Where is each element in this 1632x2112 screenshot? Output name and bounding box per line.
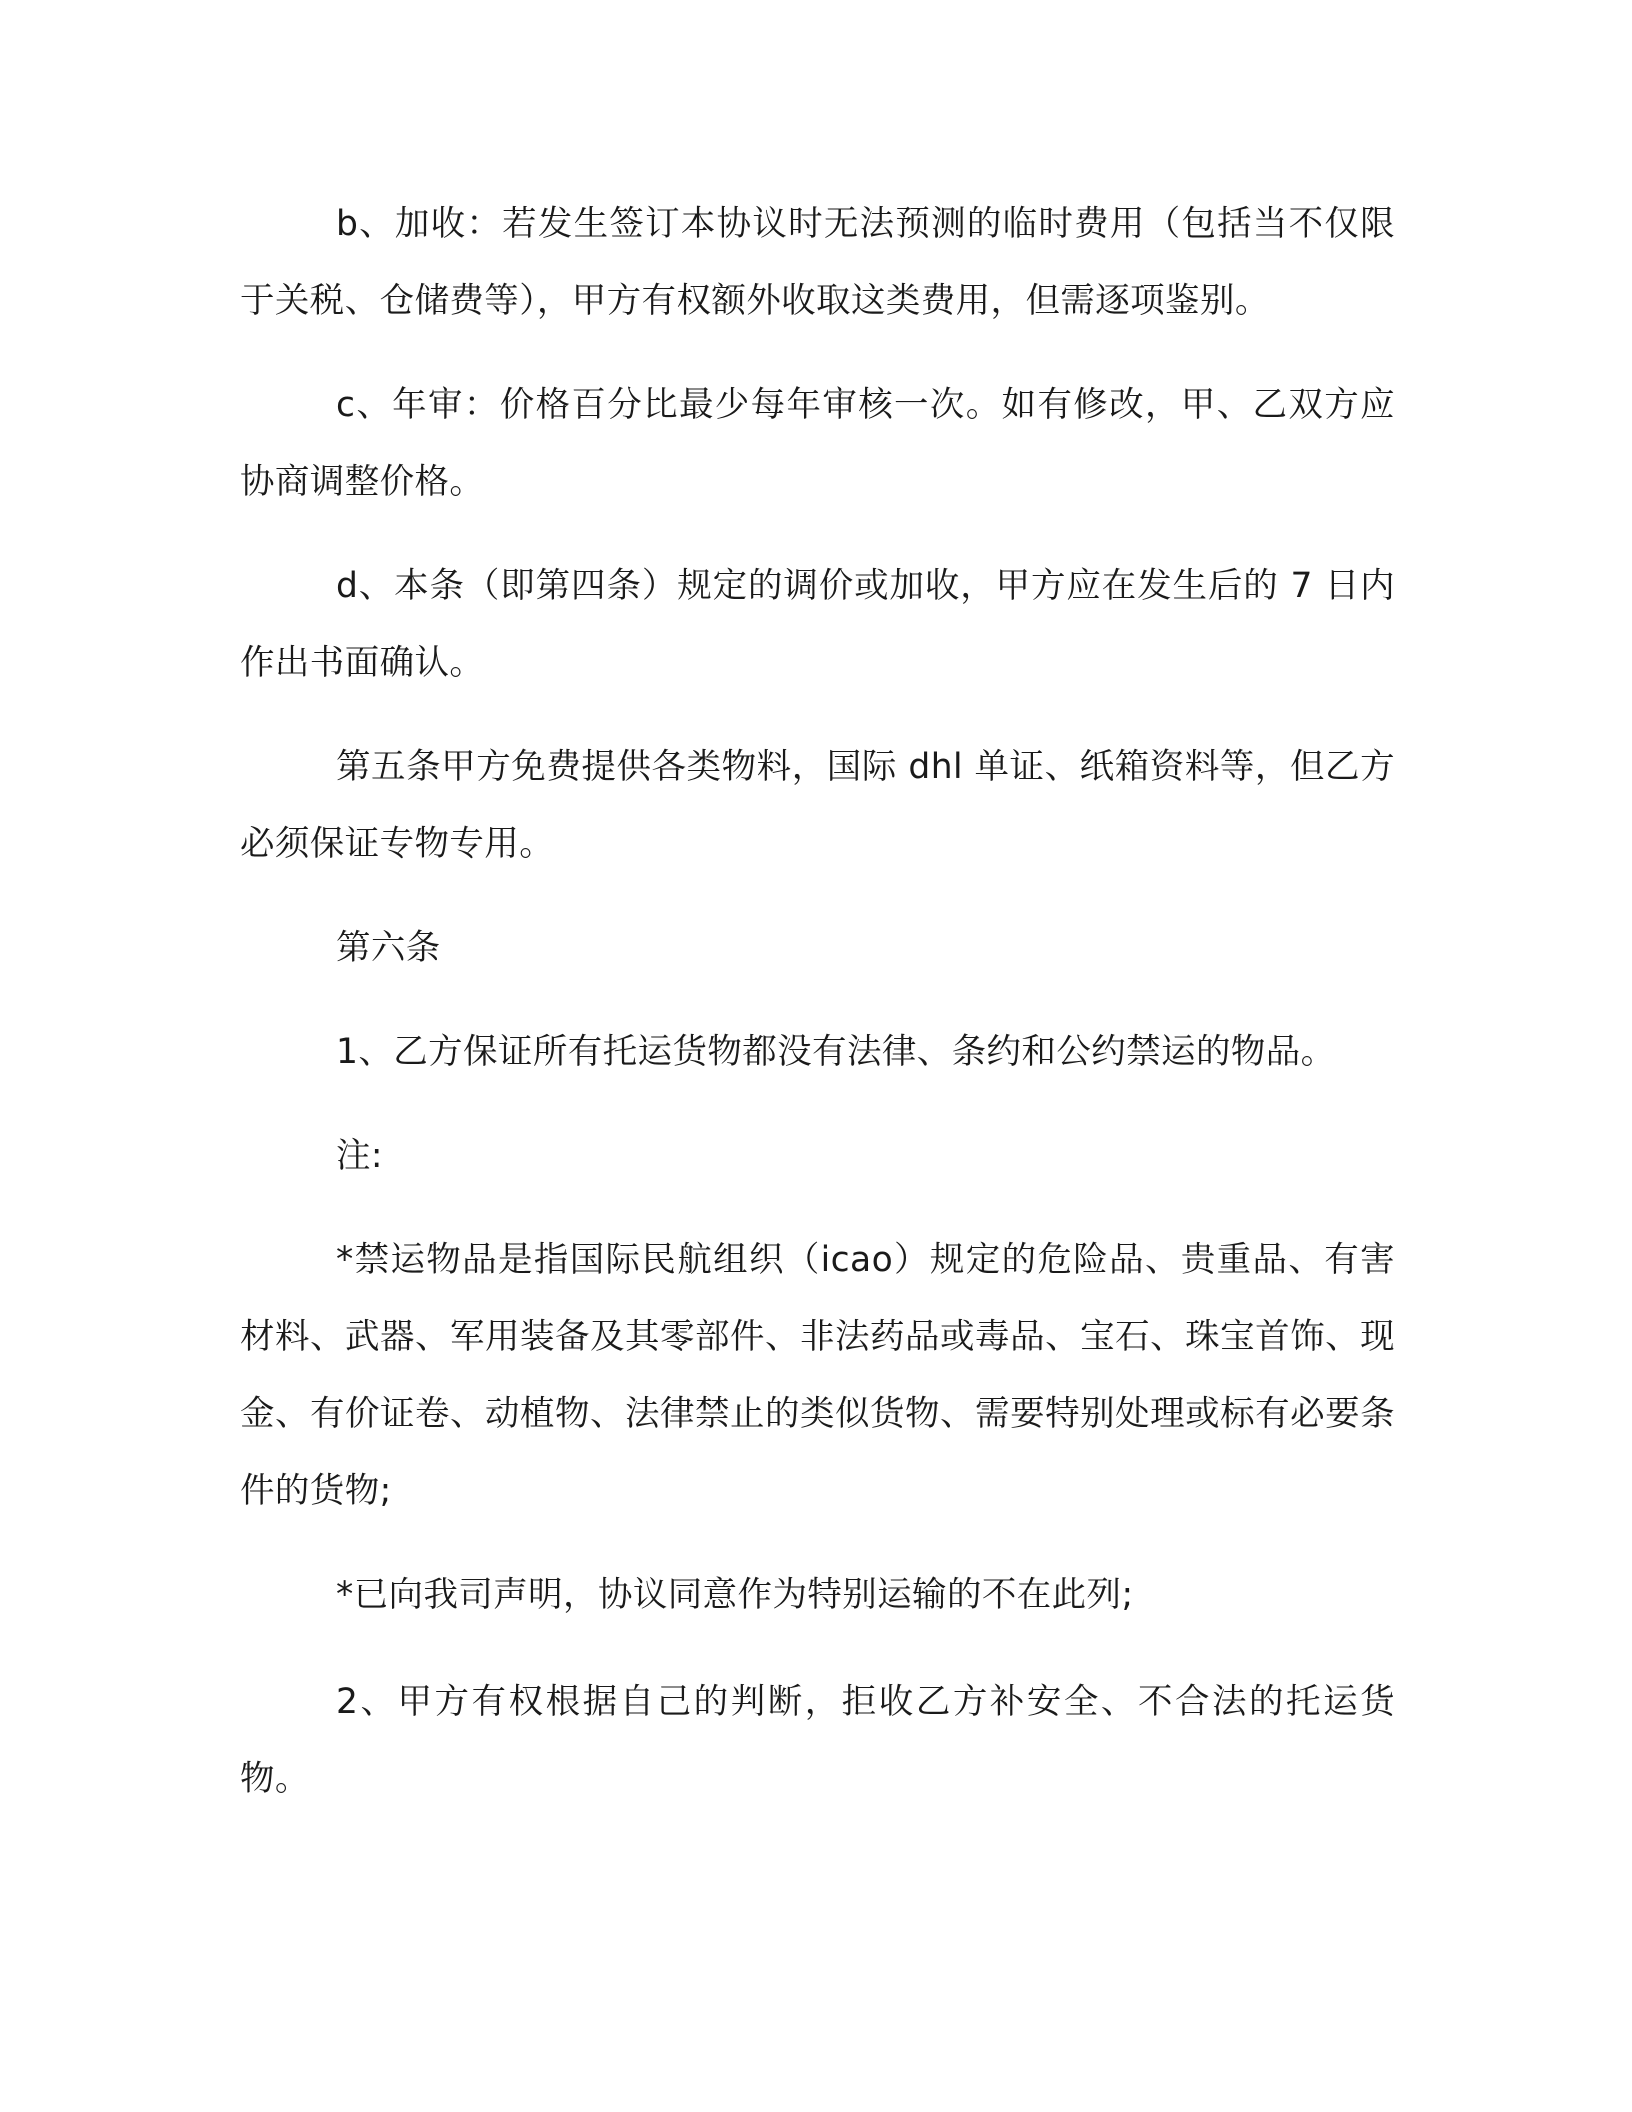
article-6-item-2: 2、甲方有权根据自己的判断，拒收乙方补安全、不合法的托运货物。	[240, 1682, 1395, 1799]
note-prohibited-items: *禁运物品是指国际民航组织（icao）规定的危险品、贵重品、有害材料、武器、军用装备及其零部件、非法药品或毒品、宝石、珠宝首饰、现金、有价证卷、动植物、法律禁止的类似货物、需要特别处理或标有必要条件的货物;	[240, 1240, 1395, 1511]
note-exception: *已向我司声明，协议同意作为特别运输的不在此列;	[336, 1575, 1134, 1615]
clause-4c-annual-review: c、年审：价格百分比最少每年审核一次。如有修改，甲、乙双方应协商调整价格。	[240, 385, 1395, 502]
article-6-heading: 第六条	[336, 928, 441, 968]
clause-4b-surcharge: b、加收：若发生签订本协议时无法预测的临时费用（包括当不仅限于关税、仓储费等），甲方有权额外收取这类费用，但需逐项鉴别。	[240, 204, 1395, 321]
clause-4d-confirmation: d、本条（即第四条）规定的调价或加收，甲方应在发生后的 7 日内作出书面确认。	[240, 566, 1395, 683]
article-5: 第五条甲方免费提供各类物料，国际 dhl 单证、纸箱资料等，但乙方必须保证专物专用。	[240, 747, 1395, 864]
document-body	[240, 186, 1395, 1818]
note-label: 注:	[336, 1136, 383, 1176]
article-6-item-1: 1、乙方保证所有托运货物都没有法律、条约和公约禁运的物品。	[336, 1032, 1336, 1072]
